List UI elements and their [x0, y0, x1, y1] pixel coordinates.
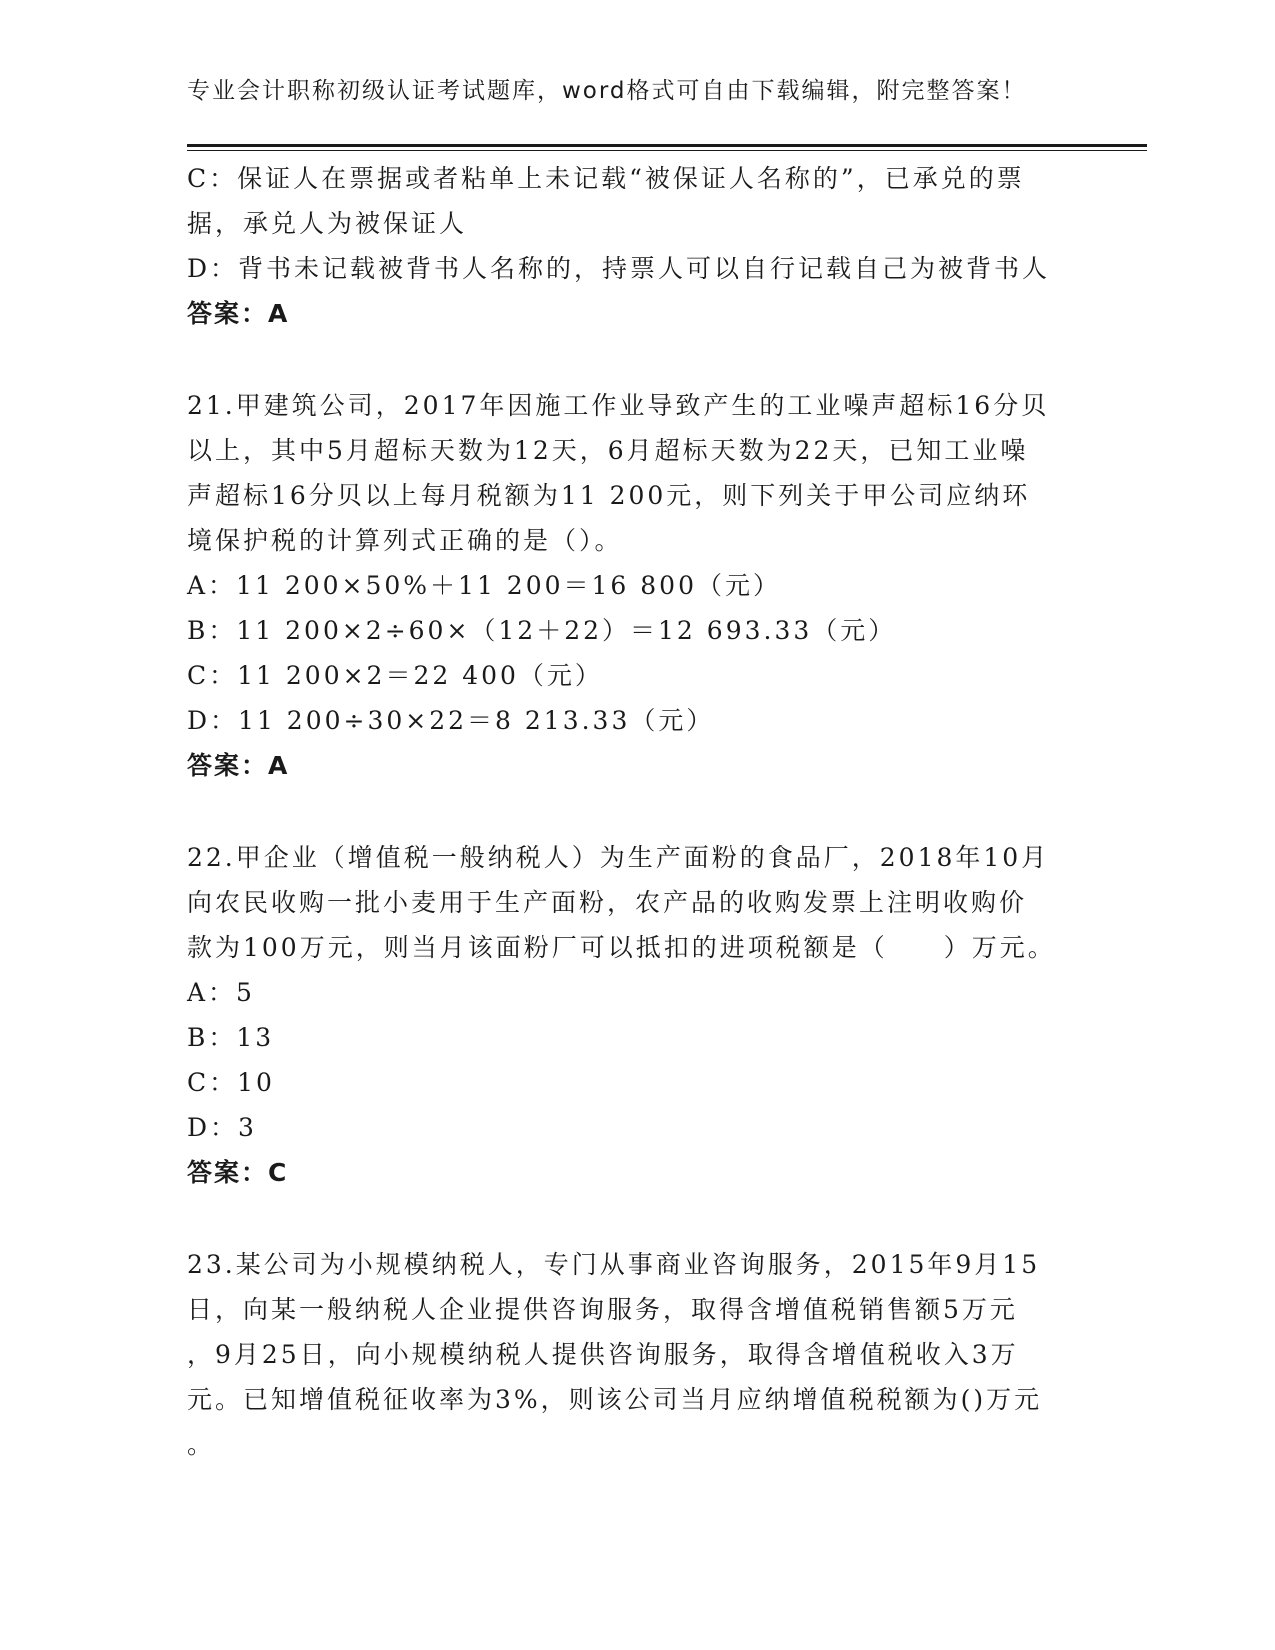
question-stem-line: 以上，其中5月超标天数为12天，6月超标天数为22天，已知工业噪: [187, 436, 1029, 465]
spacer: [187, 1195, 1077, 1242]
question-stem-line: 23.某公司为小规模纳税人，专门从事商业咨询服务，2015年9月15: [187, 1250, 1041, 1279]
spacer: [187, 336, 1077, 383]
option-c: C：10: [187, 1068, 275, 1097]
question-stem-line: 日，向某一般纳税人企业提供咨询服务，取得含增值税销售额5万元: [187, 1295, 1018, 1324]
header-divider-thick: [187, 144, 1147, 147]
question-stem-line: ，9月25日，向小规模纳税人提供咨询服务，取得含增值税收入3万: [187, 1340, 1019, 1369]
page-header: 专业会计职称初级认证考试题库，word格式可自由下载编辑，附完整答案！: [187, 78, 1027, 104]
question-stem-line: 21.甲建筑公司，2017年因施工作业导致产生的工业噪声超标16分贝: [187, 391, 1050, 420]
question-stem-line: 。: [187, 1430, 216, 1459]
option-line: C：保证人在票据或者粘单上未记载“被保证人名称的”，已承兑的票: [187, 164, 1025, 193]
question-stem-line: 声超标16分贝以上每月税额为11 200元，则下列关于甲公司应纳环: [187, 481, 1031, 510]
document-body: [187, 156, 1077, 1467]
question-22: [187, 835, 1077, 1195]
question-stem-line: 向农民收购一批小麦用于生产面粉，农产品的收购发票上注明收购价: [187, 888, 1028, 917]
option-line: D：背书未记载被背书人名称的，持票人可以自行记载自己为被背书人: [187, 254, 1051, 283]
option-b: B：11 200×2÷60×（12＋22）＝12 693.33（元）: [187, 616, 897, 645]
answer-line: 答案：C: [187, 1158, 289, 1187]
option-line: 据，承兑人为被保证人: [187, 209, 468, 238]
option-b: B：13: [187, 1023, 275, 1052]
question-stem-line: 款为100万元，则当月该面粉厂可以抵扣的进项税额是（ ）万元。: [187, 933, 1056, 962]
question-23: [187, 1242, 1077, 1467]
option-d: D：11 200÷30×22＝8 213.33（元）: [187, 706, 715, 735]
question-21: [187, 383, 1077, 788]
spacer: [187, 788, 1077, 835]
option-a: A：5: [187, 978, 255, 1007]
answer-line: 答案：A: [187, 751, 290, 780]
answer-line: 答案：A: [187, 299, 290, 328]
question-stem-line: 元。已知增值税征收率为3%，则该公司当月应纳增值税税额为()万元: [187, 1385, 1043, 1414]
option-a: A：11 200×50%＋11 200＝16 800（元）: [187, 571, 781, 600]
option-d: D：3: [187, 1113, 257, 1142]
question-stem-line: 境保护税的计算列式正确的是（）。: [187, 526, 623, 555]
question-20-tail: [187, 156, 1077, 336]
option-c: C：11 200×2＝22 400（元）: [187, 661, 603, 690]
header-divider-thin: [187, 150, 1147, 151]
question-stem-line: 22.甲企业（增值税一般纳税人）为生产面粉的食品厂，2018年10月: [187, 843, 1050, 872]
